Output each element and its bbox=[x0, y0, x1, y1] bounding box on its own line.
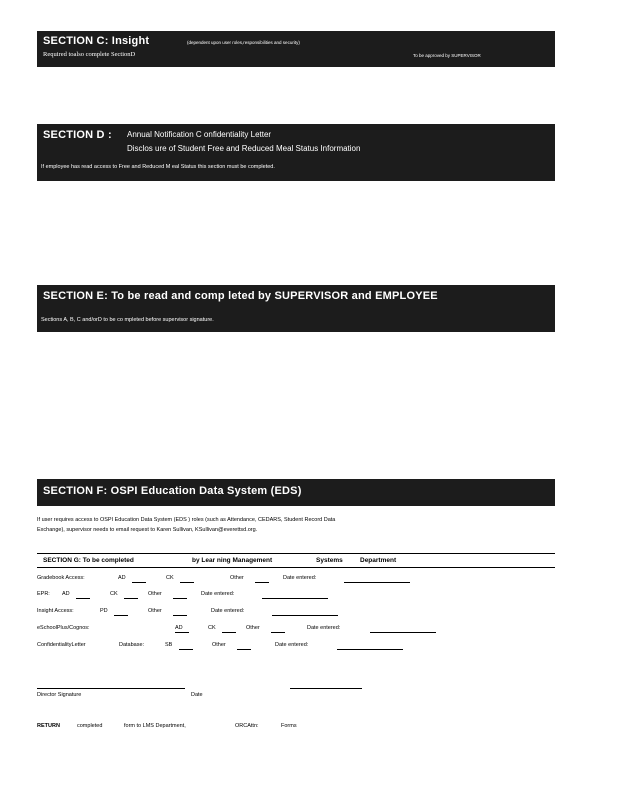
eschool-ad-label: AD bbox=[175, 625, 183, 631]
eschool-date-blank[interactable] bbox=[370, 632, 436, 633]
section-d-title-line-1: Annual Notification C onfidentiality Letter bbox=[127, 130, 272, 139]
section-f-header bbox=[37, 479, 555, 506]
section-c-note: (dependent upon user roles,responsibilities and security) bbox=[187, 40, 300, 45]
section-c-subtitle: Required toalso complete SectionD bbox=[43, 51, 136, 58]
footer-forms: Forms bbox=[281, 723, 297, 729]
section-d-title-line-2: Disclos ure of Student Free and Reduced Meal Status Information bbox=[127, 144, 361, 153]
section-d-header bbox=[37, 124, 555, 181]
insight-pd-blank[interactable] bbox=[114, 615, 128, 616]
gradebook-other-blank[interactable] bbox=[255, 582, 269, 583]
epr-ck-label: CK bbox=[110, 591, 118, 597]
section-g-title-2: by Lear ning Management bbox=[192, 557, 273, 564]
eschool-date-label: Date entered: bbox=[307, 625, 341, 631]
confidentiality-other-label: Other bbox=[212, 642, 226, 648]
gradebook-ck-blank[interactable] bbox=[180, 582, 194, 583]
section-d-subtitle: If employee has read access to Free and Reduced M eal Status this section must be completed. bbox=[41, 164, 275, 170]
gradebook-date-blank[interactable] bbox=[344, 582, 410, 583]
section-g-title-3: Systems bbox=[316, 557, 343, 564]
section-f-body-line-1: If user requires access to OSPI Education Data System (EDS ) roles (such as Attendance, CEDARS, Student Record Data bbox=[37, 517, 336, 523]
section-c-approval-note: To be approved by SUPERVISOR bbox=[413, 53, 481, 58]
insight-date-blank[interactable] bbox=[272, 615, 338, 616]
gradebook-other-label: Other bbox=[230, 575, 244, 581]
epr-date-blank[interactable] bbox=[262, 598, 328, 599]
confidentiality-date-blank[interactable] bbox=[337, 649, 403, 650]
eschool-other-label: Other bbox=[246, 625, 260, 631]
footer-completed: completed bbox=[77, 723, 103, 729]
signature-date-line[interactable] bbox=[290, 688, 362, 689]
section-e-header bbox=[37, 285, 555, 332]
gradebook-ad-label: AD bbox=[118, 575, 126, 581]
insight-pd-label: PD bbox=[100, 608, 108, 614]
epr-ad-label: AD bbox=[62, 591, 70, 597]
footer-form: form to LMS Department, bbox=[124, 723, 186, 729]
insight-other-blank[interactable] bbox=[173, 615, 187, 616]
insight-date-label: Date entered: bbox=[211, 608, 245, 614]
insight-label: Insight Access: bbox=[37, 608, 74, 614]
gradebook-ad-blank[interactable] bbox=[132, 582, 146, 583]
section-f-body-line-2: Exchange), supervisor needs to email request to Karen Sullivan, KSullivan@everettsd.org. bbox=[37, 527, 258, 533]
confidentiality-database-label: Database: bbox=[119, 642, 145, 648]
confidentiality-sb-label: SB bbox=[165, 642, 173, 648]
section-g-header bbox=[37, 553, 555, 568]
eschool-ck-blank[interactable] bbox=[222, 632, 236, 633]
confidentiality-label: ConfidentialityLetter bbox=[37, 642, 86, 648]
eschool-ad-blank[interactable] bbox=[175, 632, 189, 633]
section-e-title: SECTION E: To be read and comp leted by SUPERVISOR and EMPLOYEE bbox=[43, 290, 438, 302]
epr-label: EPR: bbox=[37, 591, 50, 597]
section-f-title: SECTION F: OSPI Education Data System (EDS) bbox=[43, 485, 302, 497]
return-label: RETURN bbox=[37, 723, 60, 729]
gradebook-ck-label: CK bbox=[166, 575, 174, 581]
epr-other-blank[interactable] bbox=[173, 598, 187, 599]
section-e-subtitle: Sections A, B, C and/orD to be co mpleted before supervisor signature. bbox=[41, 317, 214, 323]
epr-ck-blank[interactable] bbox=[124, 598, 138, 599]
epr-ad-blank[interactable] bbox=[76, 598, 90, 599]
confidentiality-other-blank[interactable] bbox=[237, 649, 251, 650]
eschool-ck-label: CK bbox=[208, 625, 216, 631]
director-signature-label: Director Signature bbox=[37, 692, 82, 698]
insight-other-label: Other bbox=[148, 608, 162, 614]
epr-other-label: Other bbox=[148, 591, 162, 597]
section-c-title: SECTION C: Insight bbox=[43, 35, 150, 47]
eschool-other-blank[interactable] bbox=[271, 632, 285, 633]
gradebook-date-label: Date entered: bbox=[283, 575, 317, 581]
section-c-header bbox=[37, 31, 555, 67]
signature-date-label: Date bbox=[191, 692, 203, 698]
eschool-label: eSchoolPlus/Cognos: bbox=[37, 625, 90, 631]
confidentiality-date-label: Date entered: bbox=[275, 642, 309, 648]
section-g-title-4: Department bbox=[360, 557, 397, 564]
director-signature-line[interactable] bbox=[37, 688, 185, 689]
section-g-title-1: SECTION G: To be completed bbox=[43, 557, 134, 564]
epr-date-label: Date entered: bbox=[201, 591, 235, 597]
confidentiality-sb-blank[interactable] bbox=[179, 649, 193, 650]
section-d-title: SECTION D : bbox=[43, 129, 112, 141]
footer-orc-attn: ORCAttn: bbox=[235, 723, 259, 729]
gradebook-label: Gradebook Access: bbox=[37, 575, 85, 581]
